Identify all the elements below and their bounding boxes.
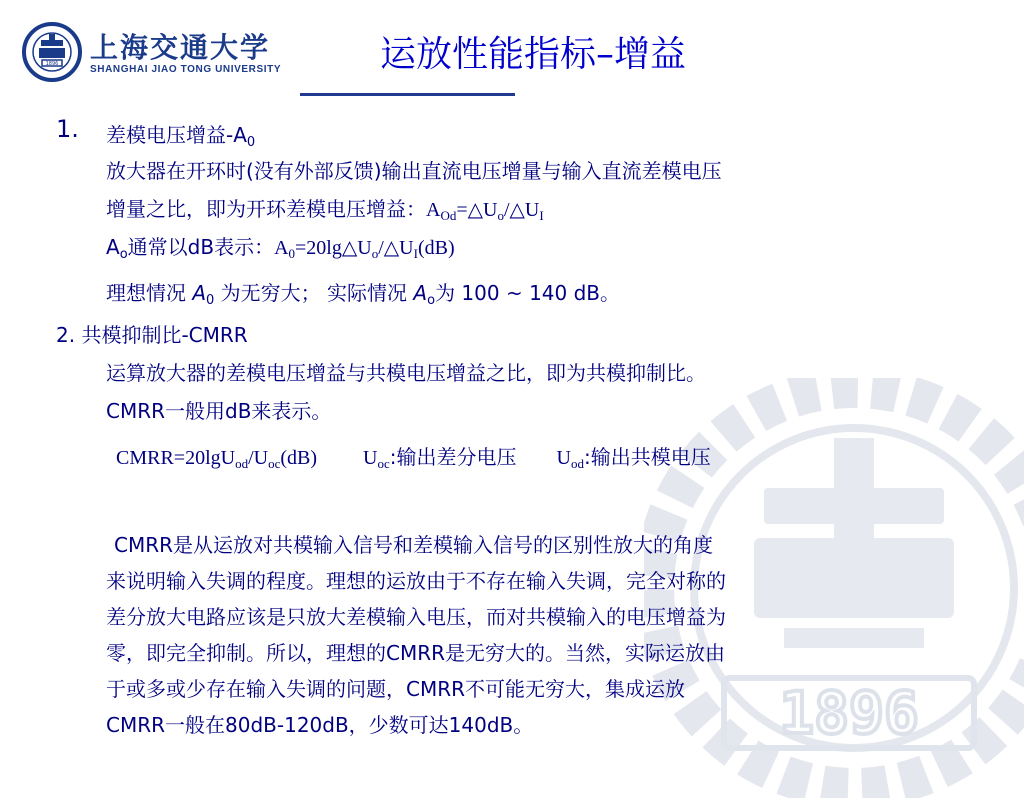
university-logo bbox=[22, 22, 282, 82]
paragraph-line: CMRR是从运放对共模输入信号和差模输入信号的区别性放大的角度 bbox=[114, 533, 714, 557]
uoc-definition: $U_{oc}$:输出差分电压 bbox=[363, 445, 517, 471]
paragraph-line: CMRR一般在80dB-120dB，少数可达140dB。 bbox=[106, 713, 534, 737]
section2-formula-line bbox=[116, 444, 711, 471]
section2-desc-line1: 运算放大器的差模电压增益与共模电压增益之比，即为共模抑制比。 bbox=[106, 361, 706, 385]
section1-ideal-actual: 理想情况 $A_0$ 为无穷大； 实际情况 $A_o$为 100 ~ 140 dB。 bbox=[106, 281, 621, 308]
section1-number: 1. bbox=[56, 115, 79, 143]
logo-english-name: SHANGHAI JIAO TONG UNIVERSITY bbox=[90, 64, 282, 75]
section1-desc-line1: 放大器在开环时(没有外部反馈)输出直流电压增量与输入直流差模电压 bbox=[106, 159, 722, 183]
title-underline bbox=[300, 93, 515, 96]
formula-a0-db: $A_0=20\lg\triangle U_o/\triangle U_I(dB)$ bbox=[274, 237, 455, 261]
formula-aod: $A_{Od}=\triangle U_o/\triangle U_I$ bbox=[426, 199, 544, 223]
section1-heading: 差模电压增益$-A_0$ bbox=[106, 123, 256, 150]
section1-db-line: $A_o$通常以dB表示：$A_0=20\lg\triangle U_o/\triangle U_I(dB)$ bbox=[106, 235, 455, 262]
section2-desc-line2: CMRR一般用dB来表示。 bbox=[106, 399, 332, 423]
slide-title: 运放性能指标–增益 bbox=[380, 34, 687, 75]
paragraph-line: 零，即完全抑制。所以，理想的CMRR是无穷大的。当然，实际运放由 bbox=[106, 641, 726, 665]
section2-heading: 2. 共模抑制比-CMRR bbox=[56, 323, 248, 347]
paragraph-line: 于或多或少存在输入失调的问题，CMRR不可能无穷大，集成运放 bbox=[106, 677, 686, 701]
paragraph-line: 来说明输入失调的程度。理想的运放由于不存在输入失调，完全对称的 bbox=[106, 569, 726, 593]
paragraph-line: 差分放大电路应该是只放大差模输入电压，而对共模输入的电压增益为 bbox=[106, 605, 726, 629]
svg-text:1896: 1896 bbox=[779, 679, 919, 747]
uod-definition: $U_{od}$:输出共模电压 bbox=[556, 445, 711, 471]
svg-text:1896: 1896 bbox=[45, 61, 59, 67]
logo-chinese-name: 上海交通大学 bbox=[90, 31, 271, 64]
section1-desc-line2: 增量之比，即为开环差模电压增益：$A_{Od}=\triangle U_o/\triangle U_I$ bbox=[106, 197, 544, 223]
university-seal-icon bbox=[22, 22, 82, 82]
formula-cmrr: $CMRR=20\lg U_{od}/U_{oc}(dB)$ bbox=[116, 447, 318, 471]
